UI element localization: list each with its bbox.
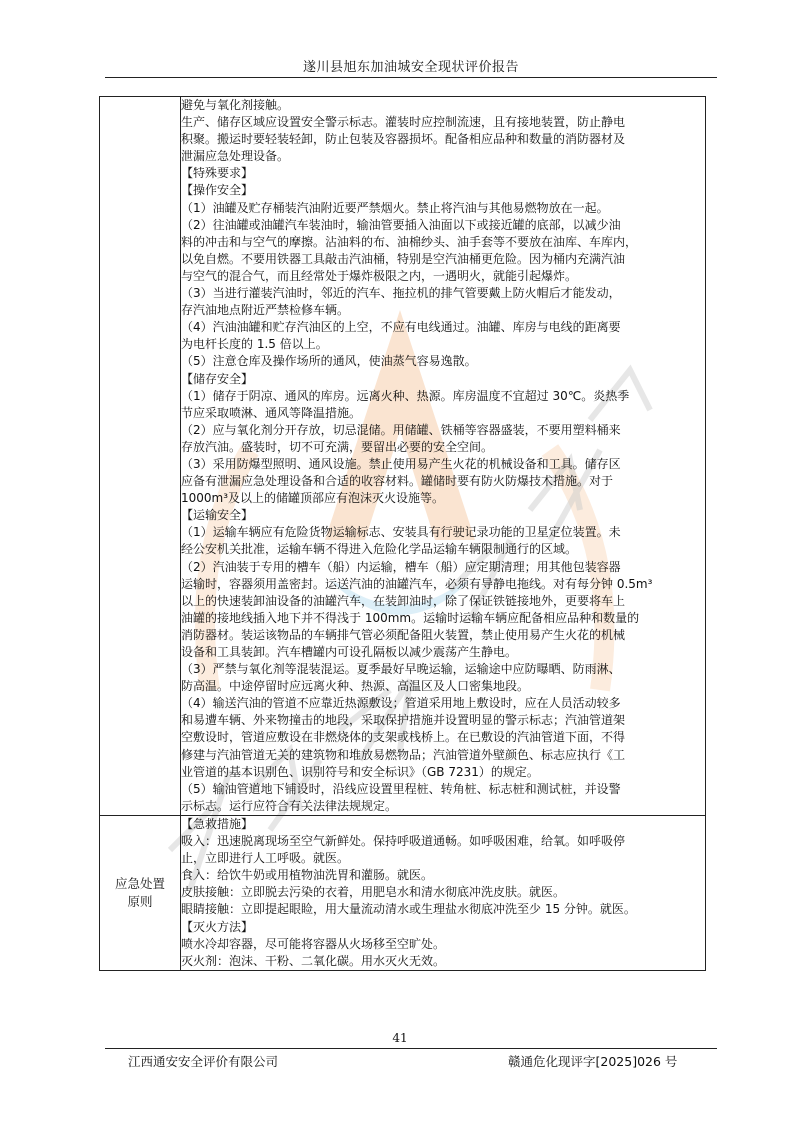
text-line: 节应采取喷淋、通风等降温措施。 <box>181 405 362 420</box>
text-line: （2）汽油装于专用的槽车（船）内运输，槽车（船）应定期清理；用其他包装容器 <box>181 559 621 574</box>
text-line: 设备和工具装卸。汽车槽罐内可设孔隔板以减少震荡产生静电。 <box>181 645 518 659</box>
table-row <box>100 815 706 970</box>
table-row-label <box>100 97 181 816</box>
text-line: 【灭火方法】 <box>181 919 254 934</box>
text-line: 与空气的混合气，而且经常处于爆炸极限之内，一遇明火，就能引起爆炸。 <box>181 268 578 283</box>
label-line: 应急处置 <box>114 875 165 891</box>
text-line: （1）储存于阴凉、通风的库房。远离火种、热源。库房温度不宜超过 30℃。炎热季 <box>181 388 630 403</box>
text-line: （3）当进行灌装汽油时，邻近的汽车、拖拉机的排气管要戴上防火帽后才能发动， <box>181 286 621 301</box>
text-line: （1）运输车辆应有危险货物运输标志、安装具有行驶记录功能的卫星定位装置。未 <box>181 525 621 540</box>
footer-report-number: 赣通危化现评字[2025]026 号 <box>508 1054 678 1069</box>
text-line: 经公安机关批准，运输车辆不得进入危险化学品运输车辆限制通行的区域。 <box>181 542 578 557</box>
text-line: 生产、储存区域应设置安全警示标志。灌装时应控制流速，且有接地装置，防止静电 <box>181 115 626 130</box>
text-line: 存汽油地点附近严禁检修车辆。 <box>181 303 350 318</box>
text-line: 灭火剂：泡沫、干粉、二氧化碳。用水灭火无效。 <box>181 953 446 968</box>
text-line: 应备有泄漏应急处理设备和合适的收容材料。罐储时要有防火防爆技术措施。对于 <box>181 474 614 489</box>
text-line: 【急救措施】 <box>181 816 254 831</box>
page-number: 41 <box>392 1031 408 1045</box>
emergency-principle-label <box>100 815 181 970</box>
header-divider <box>105 77 717 78</box>
text-line: 以上的快速装卸油设备的油罐汽车，在装卸油时，除了保证铁链接地外，更要将车上 <box>181 593 626 608</box>
footer-company: 江西通安安全评价有限公司 <box>128 1054 279 1069</box>
text-line: 消防器材。装运该物品的车辆排气管必须配备阻火装置，禁止使用易产生火花的机械 <box>181 627 626 642</box>
text-line: 避免与氧化剂接触。 <box>181 98 290 112</box>
text-line: 空敷设时，管道应敷设在非燃烧体的支架或栈桥上。在已敷设的汽油管道下面，不得 <box>181 730 626 745</box>
text-line: （1）油罐及贮存桶装汽油附近要严禁烟火。禁止将汽油与其他易燃物放在一起。 <box>181 200 609 215</box>
text-line: （5）输油管道地下铺设时，沿线应设置里程桩、转角桩、标志桩和测试桩，并设警 <box>181 781 621 796</box>
content-table <box>99 96 706 971</box>
text-line: 皮肤接触：立即脱去污染的衣着，用肥皂水和清水彻底冲洗皮肤。就医。 <box>181 885 566 900</box>
text-line: 运输时，容器须用盖密封。运送汽油的油罐汽车，必须有导静电拖线。对有每分钟 0.5m³ <box>181 576 653 591</box>
label-line: 原则 <box>127 893 153 909</box>
text-line: （3）严禁与氧化剂等混装混运。夏季最好早晚运输，运输途中应防曝晒、防雨淋、 <box>181 662 621 677</box>
text-line: 油罐的接地线插入地下并不得浅于 100mm。运输时运输车辆应配备相应品种和数量的 <box>181 610 640 625</box>
emergency-response-text <box>181 815 706 970</box>
footer-divider <box>105 1048 717 1049</box>
text-line: （2）应与氧化剂分开存放，切忌混储。用储罐、铁桶等容器盛装，不要用塑料桶来 <box>181 422 621 437</box>
text-line: （4）输送汽油的管道不应靠近热源敷设；管道采用地上敷设时，应在人员活动较多 <box>181 696 621 711</box>
text-line: 1000m³及以上的储罐顶部应有泡沫灭火设施等。 <box>181 491 445 506</box>
text-line: （3）采用防爆型照明、通风设施。禁止使用易产生火花的机械设备和工具。储存区 <box>181 456 621 471</box>
text-line: 和易遭车辆、外来物撞击的地段，采取保护措施并设置明显的警示标志；汽油管道架 <box>181 713 626 728</box>
text-line: 【储存安全】 <box>181 371 254 386</box>
text-line: 眼睛接触：立即提起眼睑，用大量流动清水或生理盐水彻底冲洗至少 15 分钟。就医。 <box>181 902 636 917</box>
text-line: 以免自燃。不要用铁器工具敲击汽油桶，特别是空汽油桶更危险。因为桶内充满汽油 <box>181 251 626 266</box>
text-line: （5）注意仓库及操作场所的通风，使油蒸气容易逸散。 <box>181 354 477 369</box>
text-line: 防高温。中途停留时应远离火种、热源、高温区及人口密集地段。 <box>181 679 530 694</box>
text-line: 止，立即进行人工呼吸。就医。 <box>181 851 350 866</box>
text-line: 料的冲击和与空气的摩擦。沾油料的布、油棉纱头、油手套等不要放在油库、车库内， <box>181 234 638 249</box>
text-line: 存放汽油。盛装时，切不可充满，要留出必要的安全空间。 <box>181 439 494 454</box>
text-line: 业管道的基本识别色、识别符号和安全标识》（GB 7231）的规定。 <box>181 764 539 779</box>
page-header-title: 遂川县旭东加油城安全现状评价报告 <box>302 60 519 75</box>
text-line: 示标志。运行应符合有关法律法规规定。 <box>181 798 398 813</box>
table-row <box>100 97 706 816</box>
text-line: 【操作安全】 <box>181 183 254 198</box>
text-line: 为电杆长度的 1.5 倍以上。 <box>181 337 328 352</box>
text-line: 修建与汽油管道无关的建筑物和堆放易燃物品；汽油管道外壁颜色、标志应执行《工 <box>181 747 626 762</box>
text-line: 泄漏应急处理设备。 <box>181 149 290 164</box>
text-line: 食入：给饮牛奶或用植物油洗胃和灌肠。就医。 <box>181 868 434 883</box>
text-line: 吸入：迅速脱离现场至空气新鲜处。保持呼吸道通畅。如呼吸困难，给氧。如呼吸停 <box>181 834 626 849</box>
text-line: 积聚。搬运时要轻装轻卸，防止包装及容器损坏。配备相应品种和数量的消防器材及 <box>181 132 626 147</box>
text-line: 喷水冷却容器，尽可能将容器从火场移至空旷处。 <box>181 936 446 951</box>
handling-storage-text <box>181 97 706 816</box>
text-line: 【运输安全】 <box>181 508 254 523</box>
text-line: （4）汽油油罐和贮存汽油区的上空，不应有电线通过。油罐、库房与电线的距离要 <box>181 320 621 335</box>
text-line: 【特殊要求】 <box>181 166 254 181</box>
text-line: （2）往油罐或油罐汽车装油时，输油管要插入油面以下或接近罐的底部，以减少油 <box>181 217 621 232</box>
